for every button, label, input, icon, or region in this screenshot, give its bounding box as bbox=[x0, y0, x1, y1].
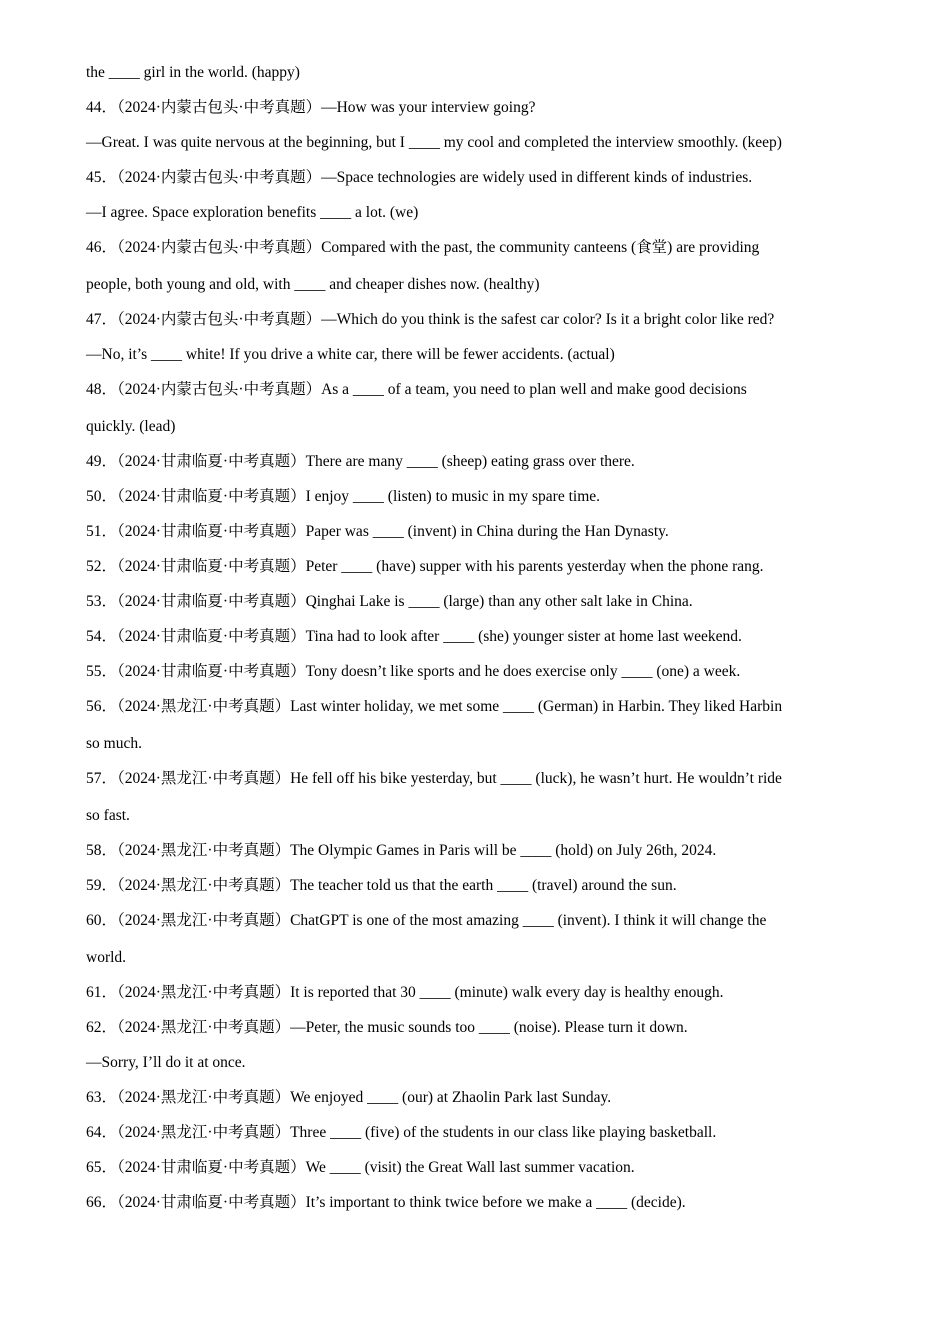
question-49: 49．（2024·甘肃临夏·中考真题）There are many ____ (sheep) eating grass over there. bbox=[86, 453, 635, 470]
question-61: 61．（2024·黑龙江·中考真题）It is reported that 30 ____ (minute) walk every day is healthy enough. bbox=[86, 984, 724, 1001]
text-line: —I agree. Space exploration benefits ____ a lot. (we) bbox=[86, 204, 419, 221]
question-58: 58．（2024·黑龙江·中考真题）The Olympic Games in Paris will be ____ (hold) on July 26th, 2024. bbox=[86, 842, 717, 859]
question-53: 53．（2024·甘肃临夏·中考真题）Qinghai Lake is ____ (large) than any other salt lake in China. bbox=[86, 593, 693, 610]
question-44: 44．（2024·内蒙古包头·中考真题）—How was your interview going? bbox=[86, 99, 536, 116]
question-65: 65．（2024·甘肃临夏·中考真题）We ____ (visit) the Great Wall last summer vacation. bbox=[86, 1159, 635, 1176]
question-51: 51．（2024·甘肃临夏·中考真题）Paper was ____ (invent) in China during the Han Dynasty. bbox=[86, 523, 669, 540]
question-57: 57．（2024·黑龙江·中考真题）He fell off his bike yesterday, but ____ (luck), he wasn’t hurt. He wouldn’t ride bbox=[86, 770, 782, 787]
text-line: —Great. I was quite nervous at the beginning, but I ____ my cool and completed the interview smoothly. (keep) bbox=[86, 134, 782, 151]
text-line: people, both young and old, with ____ and cheaper dishes now. (healthy) bbox=[86, 276, 540, 293]
text-line: quickly. (lead) bbox=[86, 418, 176, 435]
question-63: 63．（2024·黑龙江·中考真题）We enjoyed ____ (our) at Zhaolin Park last Sunday. bbox=[86, 1089, 612, 1106]
question-66: 66．（2024·甘肃临夏·中考真题）It’s important to think twice before we make a ____ (decide). bbox=[86, 1194, 686, 1211]
text-line: —Sorry, I’ll do it at once. bbox=[86, 1054, 246, 1071]
document-page bbox=[86, 60, 866, 1213]
text-line: the ____ girl in the world. (happy) bbox=[86, 64, 300, 81]
question-56: 56．（2024·黑龙江·中考真题）Last winter holiday, we met some ____ (German) in Harbin. They liked Harbin bbox=[86, 698, 783, 715]
question-62: 62．（2024·黑龙江·中考真题）—Peter, the music sounds too ____ (noise). Please turn it down. bbox=[86, 1019, 688, 1036]
text-line: —No, it’s ____ white! If you drive a white car, there will be fewer accidents. (actual) bbox=[86, 346, 615, 363]
question-50: 50．（2024·甘肃临夏·中考真题）I enjoy ____ (listen) to music in my spare time. bbox=[86, 488, 601, 505]
question-47: 47．（2024·内蒙古包头·中考真题）—Which do you think is the safest car color? Is it a bright color like red? bbox=[86, 311, 775, 328]
question-60: 60．（2024·黑龙江·中考真题）ChatGPT is one of the most amazing ____ (invent). I think it will change the bbox=[86, 912, 767, 929]
question-55: 55．（2024·甘肃临夏·中考真题）Tony doesn’t like sports and he does exercise only ____ (one) a week. bbox=[86, 663, 741, 680]
question-59: 59．（2024·黑龙江·中考真题）The teacher told us that the earth ____ (travel) around the sun. bbox=[86, 877, 677, 894]
question-64: 64．（2024·黑龙江·中考真题）Three ____ (five) of the students in our class like playing basketball. bbox=[86, 1124, 717, 1141]
text-line: world. bbox=[86, 949, 127, 966]
question-52: 52．（2024·甘肃临夏·中考真题）Peter ____ (have) supper with his parents yesterday when the phone rang. bbox=[86, 558, 764, 575]
question-48: 48．（2024·内蒙古包头·中考真题）As a ____ of a team, you need to plan well and make good decisions bbox=[86, 381, 747, 398]
text-line: so fast. bbox=[86, 807, 130, 824]
question-46: 46．（2024·内蒙古包头·中考真题）Compared with the past, the community canteens (食堂) are providing bbox=[86, 239, 760, 256]
question-54: 54．（2024·甘肃临夏·中考真题）Tina had to look after ____ (she) younger sister at home last weekend. bbox=[86, 628, 742, 645]
question-45: 45．（2024·内蒙古包头·中考真题）—Space technologies are widely used in different kinds of industries. bbox=[86, 169, 753, 186]
text-line: so much. bbox=[86, 735, 142, 752]
